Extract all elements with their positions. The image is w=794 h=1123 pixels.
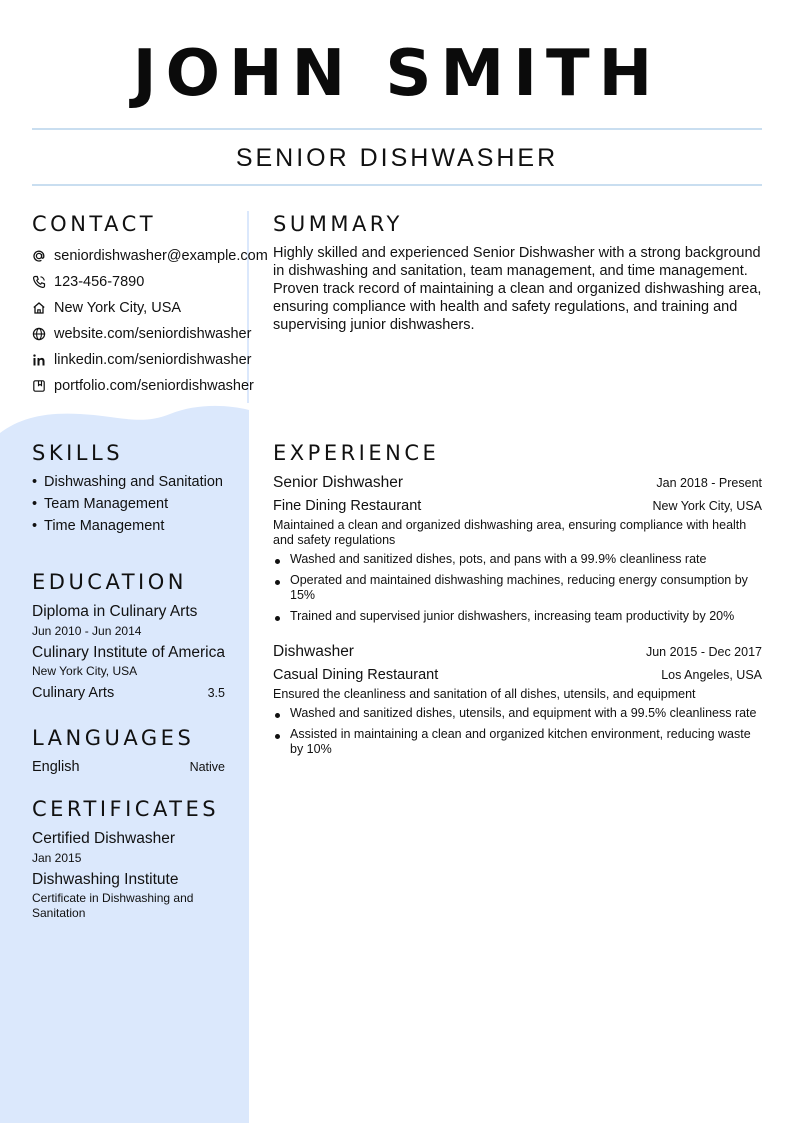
contact-phone[interactable] (32, 269, 272, 295)
language-row (32, 757, 225, 777)
job-title-row (273, 473, 762, 493)
at-icon (32, 249, 46, 263)
contact-email-text: seniordishwasher@example.com (54, 248, 268, 264)
experience-heading: EXPERIENCE (273, 441, 440, 465)
certificate-description: Certificate in Dishwashing and Sanitation (32, 891, 194, 920)
education-heading: EDUCATION (32, 570, 187, 594)
job-location: New York City, USA (652, 499, 762, 513)
job-company: Fine Dining Restaurant (273, 498, 422, 514)
job-title: Senior Dishwasher (273, 474, 404, 491)
contact-email[interactable] (32, 243, 272, 269)
summary-heading: SUMMARY (273, 212, 403, 236)
education-field: Culinary Arts (32, 685, 115, 701)
job-bullet: Trained and supervised junior dishwashers, increasing team productivity by 20% (273, 609, 762, 624)
education-gpa: 3.5 (207, 686, 225, 700)
job-bullet: Operated and maintained dishwashing machines, reducing energy consumption by 15% (273, 573, 762, 603)
contact-heading: CONTACT (32, 212, 157, 236)
languages-heading: LANGUAGES (32, 726, 195, 750)
job-bullet: Washed and sanitized dishes, utensils, and equipment with a 99.5% cleanliness rate (273, 706, 762, 721)
skill-item: • Dishwashing and Sanitation (32, 473, 232, 491)
job-dates: Jun 2015 - Dec 2017 (645, 645, 762, 659)
job-dates: Jan 2018 - Present (656, 476, 762, 490)
header-rule-top (32, 128, 762, 130)
language-name: English (32, 759, 80, 775)
phone-icon (32, 275, 46, 289)
candidate-name: JOHN SMITH (132, 37, 662, 111)
education-dates: Jun 2010 - Jun 2014 (32, 624, 142, 638)
contact-portfolio-text: portfolio.com/seniordishwasher (54, 378, 254, 394)
education-location: New York City, USA (32, 664, 138, 678)
portfolio-icon (32, 379, 46, 393)
education-entry (32, 602, 225, 703)
education-school: Culinary Institute of America (32, 644, 225, 661)
certificate-date: Jan 2015 (32, 851, 82, 865)
contact-phone-text: 123-456-7890 (54, 274, 145, 290)
contact-location-text: New York City, USA (54, 300, 182, 316)
contact-linkedin[interactable] (32, 347, 272, 373)
job-bullet: Assisted in maintaining a clean and organized kitchen environment, reducing waste by 10% (273, 727, 762, 757)
skill-item: • Team Management (32, 495, 232, 513)
job-bullets (273, 552, 762, 624)
job-description: Ensured the cleanliness and sanitation of all dishes, utensils, and equipment (273, 687, 696, 701)
job-company-row (273, 665, 762, 685)
linkedin-icon (32, 353, 46, 367)
job-description: Maintained a clean and organized dishwashing area, ensuring compliance with health and safety regulations (273, 518, 747, 547)
education-field-row (32, 683, 225, 703)
certificate-title: Certified Dishwasher (32, 830, 175, 847)
skills-heading: SKILLS (32, 441, 124, 465)
skills-list (32, 473, 232, 539)
language-entry (32, 757, 225, 777)
contact-website[interactable] (32, 321, 272, 347)
job-bullet: Washed and sanitized dishes, pots, and pans with a 99.9% cleanliness rate (273, 552, 762, 567)
job-location: Los Angeles, USA (661, 668, 762, 682)
skill-item: • Time Management (32, 517, 232, 535)
education-degree: Diploma in Culinary Arts (32, 603, 198, 620)
contact-list (32, 243, 272, 399)
globe-icon (32, 327, 46, 341)
home-icon (32, 301, 46, 315)
job-company-row (273, 496, 762, 516)
language-level: Native (189, 760, 225, 774)
summary-text: Highly skilled and experienced Senior Dishwasher with a strong background in dishwashing and sanitation, team management, and time management. Proven track record of maintaining a clean and organized dishwashing area, ensuring compliance with health and safety regulations, and training and supervising junior dishwashers. (273, 245, 762, 333)
job-title-row (273, 642, 762, 662)
header-rule-bottom (32, 184, 762, 186)
job-title: Dishwasher (273, 643, 354, 660)
experience-entry (273, 642, 762, 763)
job-title: SENIOR DISHWASHER (235, 144, 559, 172)
contact-website-text: website.com/seniordishwasher (54, 326, 252, 342)
certificate-entry (32, 829, 225, 921)
job-bullets (273, 706, 762, 757)
certificate-issuer: Dishwashing Institute (32, 871, 179, 888)
contact-linkedin-text: linkedin.com/seniordishwasher (54, 352, 252, 368)
contact-location (32, 295, 272, 321)
certificates-heading: CERTIFICATES (32, 797, 220, 821)
contact-portfolio[interactable] (32, 373, 272, 399)
job-company: Casual Dining Restaurant (273, 667, 439, 683)
experience-entry (273, 473, 762, 630)
